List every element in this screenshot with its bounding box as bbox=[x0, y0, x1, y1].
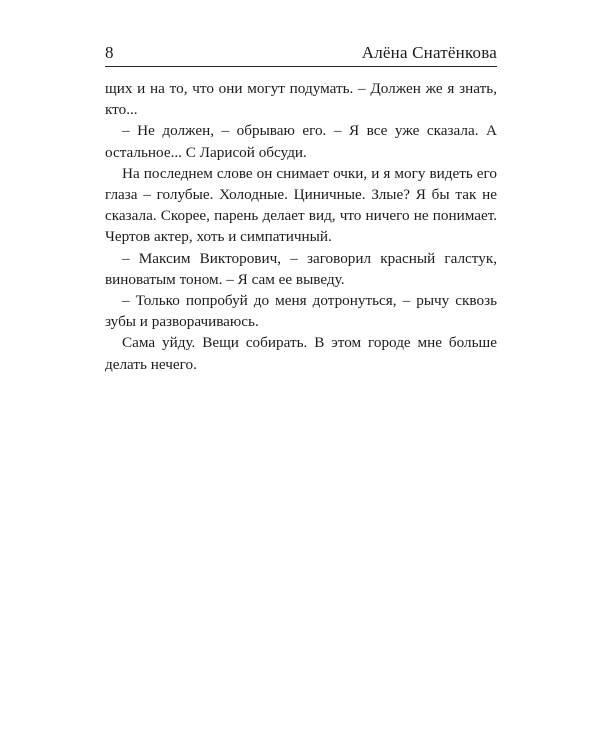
paragraph-2: – Не должен, – обрываю его. – Я все уже сказала. А остальное... С Ларисой обсуди. bbox=[105, 122, 497, 161]
book-author: Алёна Снатёнкова bbox=[361, 43, 497, 62]
page-number: 8 bbox=[105, 43, 114, 62]
book-page bbox=[105, 40, 497, 375]
body-text bbox=[105, 78, 497, 375]
paragraph-6: Сама уйду. Вещи собирать. В этом городе мне больше делать нечего. bbox=[105, 334, 497, 373]
paragraph-4: – Максим Викторович, – заговорил красный галстук, виноватым тоном. – Я сам ее выведу. bbox=[105, 249, 497, 288]
paragraph-1: щих и на то, что они могут подумать. – Должен же я знать, кто... bbox=[105, 80, 497, 119]
paragraph-3: На последнем слове он снимает очки, и я могу видеть его глаза – голубые. Холодные. Циничные. Злые? Я бы так не сказала. Скорее, парень делает вид, что ничего не понимает. Чертов актер, хоть и симпатичный. bbox=[105, 164, 497, 246]
running-header bbox=[105, 40, 497, 67]
paragraph-5: – Только попробуй до меня дотронуться, – рычу сквозь зубы и разворачиваюсь. bbox=[105, 292, 497, 331]
